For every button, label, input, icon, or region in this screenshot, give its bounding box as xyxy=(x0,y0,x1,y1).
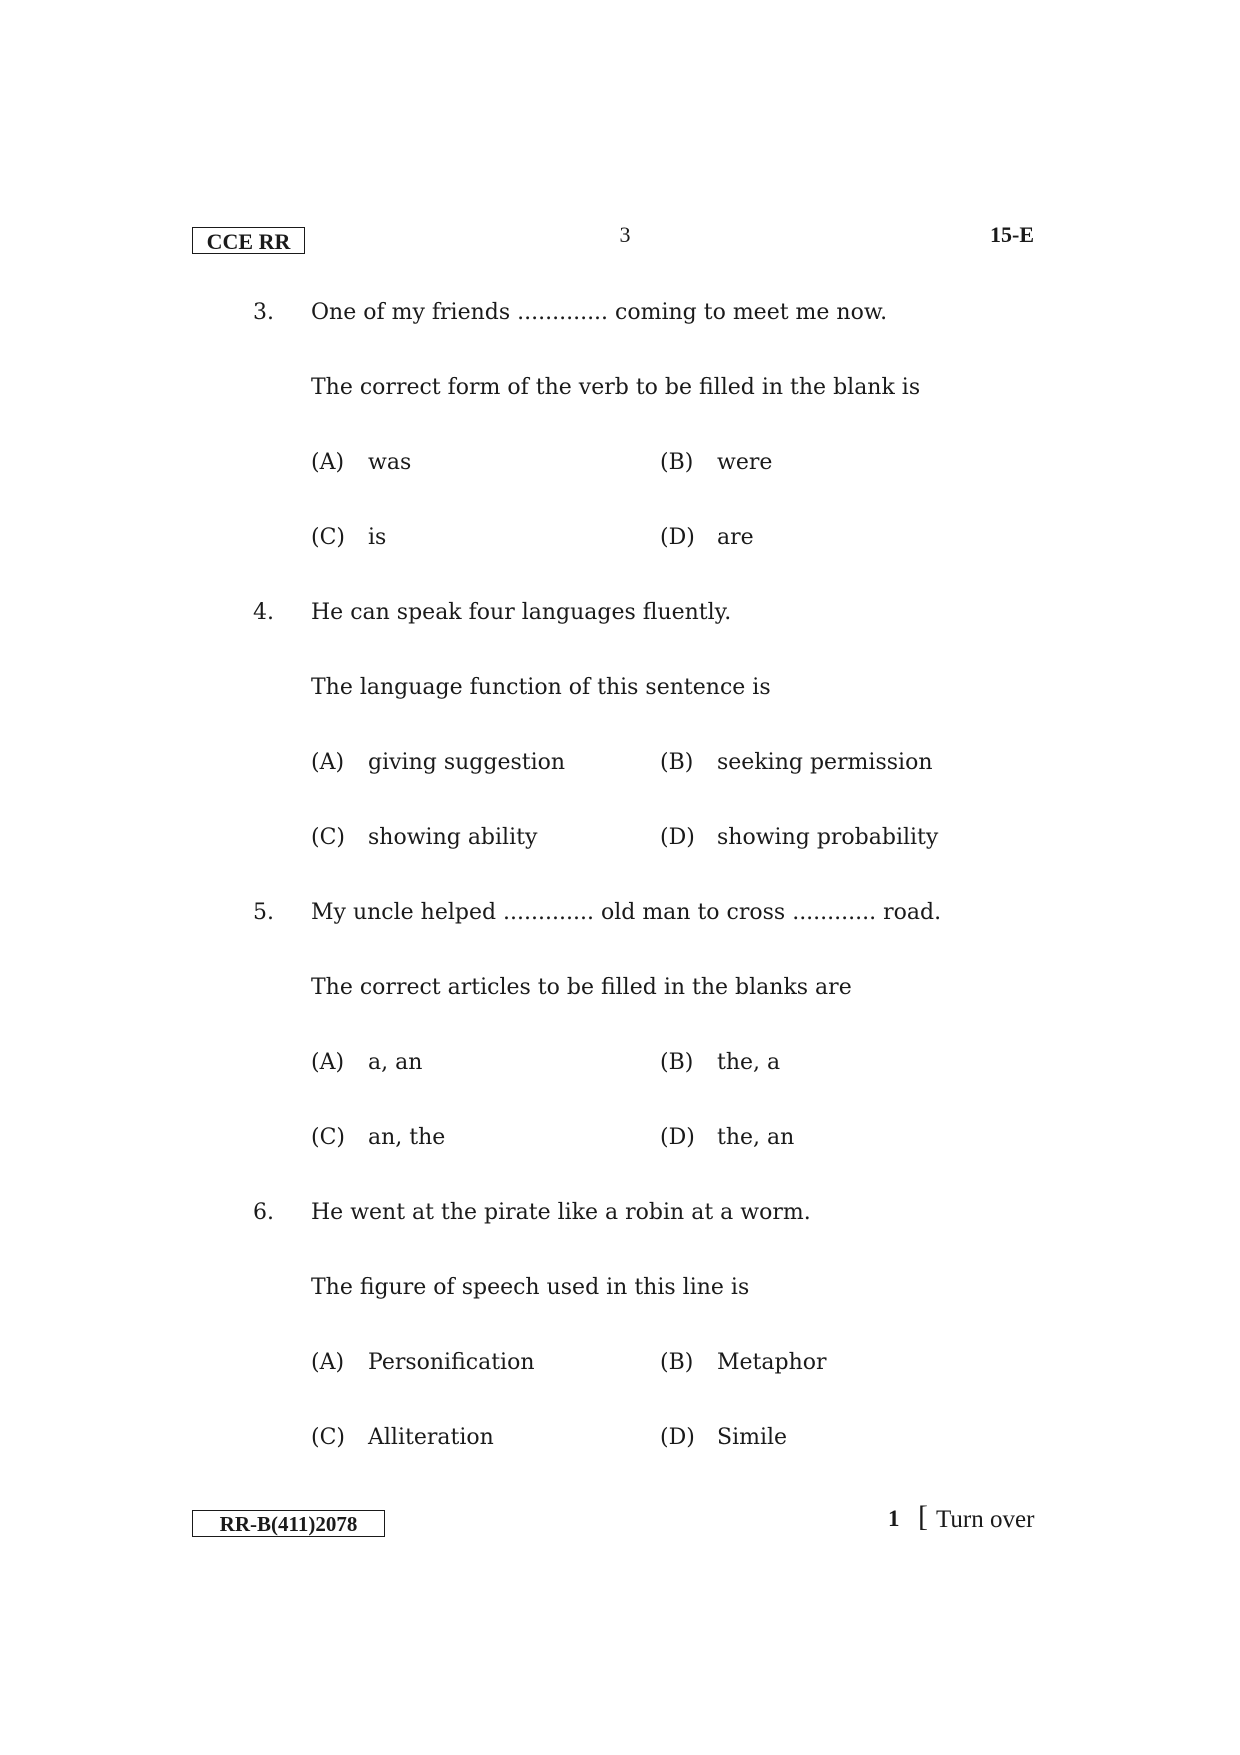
question-6-number: 6. xyxy=(253,1200,274,1225)
question-4-option-d-text: showing probability xyxy=(717,825,939,850)
question-3-option-d-text: are xyxy=(717,525,754,550)
question-6-option-d-label: (D) xyxy=(660,1425,695,1450)
question-5-prompt: The correct articles to be filled in the blanks are xyxy=(311,975,852,1000)
header-code-right: 15-E xyxy=(990,222,1034,247)
question-3-option-c-text: is xyxy=(368,525,387,550)
question-3-option-a-label: (A) xyxy=(311,450,345,475)
question-4-option-c-label: (C) xyxy=(311,825,345,850)
footer-page-number: 1 xyxy=(888,1506,900,1531)
footer-turn-over: Turn over xyxy=(936,1506,1035,1533)
question-4-number: 4. xyxy=(253,600,274,625)
question-4-text: He can speak four languages fluently. xyxy=(311,600,732,625)
question-6-option-c-text: Alliteration xyxy=(368,1425,494,1450)
question-6-option-d-text: Simile xyxy=(717,1425,788,1450)
question-5-option-a-text: a, an xyxy=(368,1050,423,1075)
question-4-prompt: The language function of this sentence is xyxy=(311,675,771,700)
question-3-option-d-label: (D) xyxy=(660,525,695,550)
question-6-option-b-text: Metaphor xyxy=(717,1350,827,1375)
header-code-left: CCE RR xyxy=(192,227,305,254)
question-6-option-a-label: (A) xyxy=(311,1350,345,1375)
question-6-text: He went at the pirate like a robin at a worm. xyxy=(311,1200,811,1225)
page-number: 3 xyxy=(619,222,631,247)
question-3-option-b-label: (B) xyxy=(660,450,694,475)
question-5-option-d-text: the, an xyxy=(717,1125,795,1150)
question-3-text: One of my friends ............. coming to meet me now. xyxy=(311,300,888,325)
question-4-option-b-label: (B) xyxy=(660,750,694,775)
question-5-option-d-label: (D) xyxy=(660,1125,695,1150)
question-5-option-c-label: (C) xyxy=(311,1125,345,1150)
question-3-option-c-label: (C) xyxy=(311,525,345,550)
footer-code: RR-B(411)2078 xyxy=(192,1510,385,1537)
question-4-option-d-label: (D) xyxy=(660,825,695,850)
question-5-option-a-label: (A) xyxy=(311,1050,345,1075)
question-4-option-b-text: seeking permission xyxy=(717,750,933,775)
question-6-option-a-text: Personification xyxy=(368,1350,535,1375)
question-5-option-b-text: the, a xyxy=(717,1050,781,1075)
question-4-option-a-text: giving suggestion xyxy=(368,750,566,775)
question-5-option-b-label: (B) xyxy=(660,1050,694,1075)
question-3-option-a-text: was xyxy=(368,450,412,475)
question-4-option-a-label: (A) xyxy=(311,750,345,775)
question-5-number: 5. xyxy=(253,900,274,925)
question-5-option-c-text: an, the xyxy=(368,1125,446,1150)
question-3-prompt: The correct form of the verb to be filled in the blank is xyxy=(311,375,921,400)
footer-bracket: [ xyxy=(918,1500,928,1533)
question-3-number: 3. xyxy=(253,300,274,325)
question-6-option-b-label: (B) xyxy=(660,1350,694,1375)
question-5-text: My uncle helped ............. old man to cross ............ road. xyxy=(311,900,942,925)
question-3-option-b-text: were xyxy=(717,450,773,475)
question-4-option-c-text: showing ability xyxy=(368,825,538,850)
question-6-prompt: The figure of speech used in this line is xyxy=(311,1275,750,1300)
question-6-option-c-label: (C) xyxy=(311,1425,345,1450)
